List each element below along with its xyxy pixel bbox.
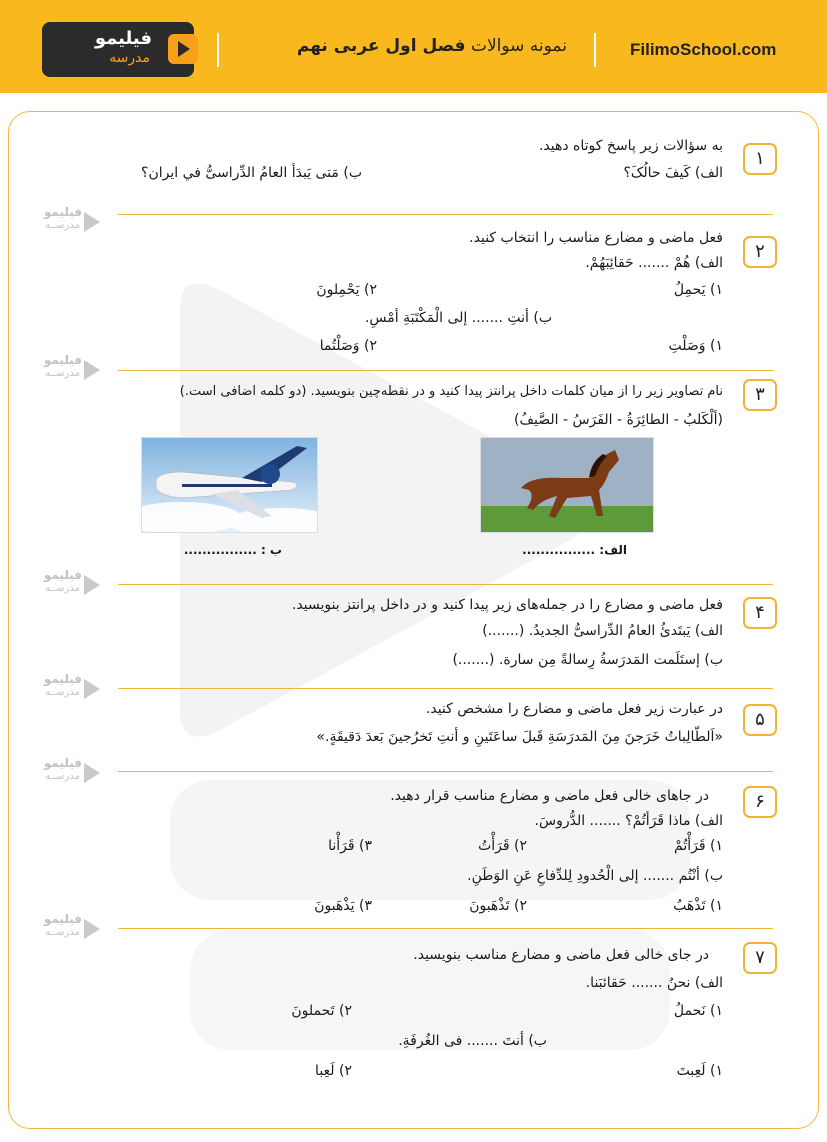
section-divider <box>118 214 773 215</box>
question-6-option: ۲) تَذْهَبونَ <box>469 898 527 914</box>
question-2-option: ۲) یَحْمِلونَ <box>316 282 377 298</box>
question-1-part-a: الف) کَیفَ حالُکَ؟ <box>623 165 723 181</box>
side-logo-text: فیلیمو <box>43 353 82 367</box>
question-7-prompt: در جای خالی فعل ماضی و مضارع مناسب بنویسید. <box>413 947 709 963</box>
question-7-part-b: ب) أنتَ ....... فی الغُرفَةِ. <box>398 1033 547 1049</box>
side-logo-subtext: مدرســه <box>44 687 80 698</box>
question-6-option: ۳) قَرَأْنا <box>328 838 372 854</box>
side-logo-subtext: مدرســه <box>44 771 80 782</box>
question-number: ۳ <box>743 379 777 411</box>
image-a-label: الف: ................ <box>522 543 627 557</box>
question-5-prompt: در عبارت زیر فعل ماضی و مضارع را مشخص کنید. <box>425 701 723 717</box>
side-logo-text: فیلیمو <box>43 568 82 582</box>
side-logo <box>30 570 110 600</box>
question-2-option: ۱) یَحمِلُ <box>673 282 723 298</box>
question-number: ۶ <box>743 786 777 818</box>
side-logo-text: فیلیمو <box>43 912 82 926</box>
side-logo-subtext: مدرســه <box>44 368 80 379</box>
question-7-option: ۱) لَعِبتَ <box>676 1063 723 1079</box>
side-logo <box>30 914 110 944</box>
page-header <box>0 0 827 93</box>
side-logo-subtext: مدرســه <box>44 583 80 594</box>
side-logo <box>30 758 110 788</box>
question-6-option: ۲) قَرَأْتُ <box>478 838 527 854</box>
question-number: ۵ <box>743 704 777 736</box>
question-4-part-b: ب) إستَلَمت المَدرَسةُ رِسالةً مِن سارة. (.......) <box>452 652 723 668</box>
section-divider <box>118 771 773 772</box>
side-logo <box>30 207 110 237</box>
side-logo-text: فیلیمو <box>43 672 82 686</box>
play-icon <box>84 575 100 595</box>
filimo-school-logo[interactable] <box>42 22 194 77</box>
question-6-option: ۳) يَذْهَبونَ <box>314 898 372 914</box>
play-icon <box>84 679 100 699</box>
question-1-prompt: به سؤالات زیر پاسخ کوتاه دهید. <box>538 138 723 154</box>
logo-subtext: مدرسه <box>109 50 150 66</box>
title-bold: فصل اول عربی نهم <box>296 36 466 56</box>
question-2-part-b: ب) أنتِ ....... إلی الْمَکْتَبَةِ أمْسِ. <box>364 310 552 326</box>
question-7-option: ۲) لَعِبا <box>315 1063 352 1079</box>
page-title <box>293 36 567 56</box>
logo-text: فیلیمو <box>94 28 152 49</box>
play-triangle-icon <box>178 41 190 57</box>
site-url[interactable]: FilimoSchool.com <box>630 40 777 59</box>
side-logo <box>30 355 110 385</box>
play-icon <box>84 360 100 380</box>
question-4-prompt: فعل ماضی و مضارع را در جمله‌های زیر پیدا کنید و در داخل پرانتز بنویسید. <box>291 597 723 613</box>
header-divider <box>594 33 596 67</box>
play-icon <box>84 763 100 783</box>
side-logo-subtext: مدرســه <box>44 220 80 231</box>
question-5-sentence: «اَلطّالِباتُ خَرَجنَ مِنَ المَدرَسَةِ قَبلَ ساعَتَینِ و أنتِ تَخرُجینَ بَعدَ دَقیقَةٍ.» <box>316 729 723 745</box>
image-b-label: ب : ................ <box>183 543 282 557</box>
side-logo-text: فیلیمو <box>43 756 82 770</box>
header-divider <box>217 33 219 67</box>
section-divider <box>118 370 773 371</box>
question-3-word-bank: (ألْکَلبُ - الطائِرَةُ - الفَرَسُ - الصَّیفُ) <box>514 412 723 428</box>
section-divider <box>118 928 773 929</box>
side-logo <box>30 674 110 704</box>
section-divider <box>118 584 773 585</box>
question-2-option: ۲) وَصَلْتُما <box>319 338 377 354</box>
question-2-option: ۱) وَصَلْتِ <box>668 338 723 354</box>
question-7-option: ۲) تَحملونَ <box>291 1003 352 1019</box>
title-prefix: نمونه سوالات <box>470 36 567 56</box>
question-1-part-b: ب) مَتی یَبدَأ العامُ الدِّراسیُّ في ایران؟ <box>141 165 362 181</box>
question-3-prompt: نام تصاویر زیر را از میان کلمات داخل پرانتز پیدا کنید و در نقطه‌چین بنویسید. (دو کلمه اضافی است.) <box>179 384 723 399</box>
question-6-part-b: ب) أنْتُم ....... إلی الْحُدودِ لِلدِّفاعِ عَنِ الوَطَنِ. <box>467 868 723 884</box>
question-number: ۲ <box>743 236 777 268</box>
question-number: ۱ <box>743 143 777 175</box>
question-2-part-a: الف) هُمْ ....... حَقائِبَهُمْ. <box>585 255 723 271</box>
side-logo-text: فیلیمو <box>43 205 82 219</box>
question-number: ۴ <box>743 597 777 629</box>
airplane-image <box>141 437 318 533</box>
question-number: ۷ <box>743 942 777 974</box>
question-6-prompt: در جاهای خالی فعل ماضی و مضارع مناسب قرار دهید. <box>390 788 709 804</box>
question-4-part-a: الف) یَبتَدئُ العامُ الدِّراسیُّ الجدیدُ. (.......) <box>482 623 723 639</box>
question-6-option: ۱) تَذْهَبُ <box>673 898 723 914</box>
question-6-part-a: الف) ماذا قَرَأتُمْ؟ ....... الدُّروسَ. <box>534 813 723 829</box>
play-icon <box>84 212 100 232</box>
question-6-option: ۱) قَرَأْتُمْ <box>674 838 723 854</box>
question-2-prompt: فعل ماضی و مضارع مناسب را انتخاب کنید. <box>469 230 723 246</box>
side-logo-subtext: مدرســه <box>44 927 80 938</box>
section-divider <box>118 688 773 689</box>
horse-image <box>480 437 654 533</box>
play-icon <box>84 919 100 939</box>
question-7-option: ۱) نَحملُ <box>673 1003 723 1019</box>
question-7-part-a: الف) نحنُ ....... حَقائبَنا. <box>585 975 723 991</box>
